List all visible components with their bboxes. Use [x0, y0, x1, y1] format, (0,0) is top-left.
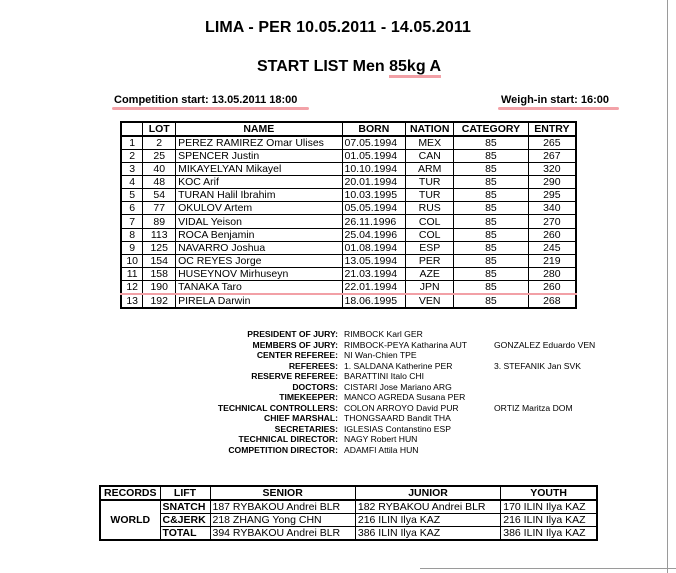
- official-role: TECHNICAL CONTROLLERS:: [217, 402, 338, 413]
- athlete-lot: 190: [143, 280, 176, 294]
- start-list-row: [121, 202, 576, 215]
- officials-list: [60, 329, 660, 455]
- athlete-nation: ARM: [406, 163, 454, 176]
- official-row: [60, 445, 660, 456]
- start-list-body: [121, 136, 576, 308]
- athlete-nation: COL: [406, 215, 454, 228]
- official-row: [60, 361, 660, 372]
- col-header-nation: NATION: [406, 122, 454, 136]
- athlete-lot: 40: [143, 163, 176, 176]
- athlete-nation: ESP: [406, 241, 454, 254]
- athlete-born: 25.04.1996: [342, 228, 406, 241]
- weigh-in-start: Weigh-in start: 16:00: [501, 94, 609, 106]
- athlete-category: 85: [454, 241, 529, 254]
- official-row: [60, 382, 660, 393]
- official-role: CHIEF MARSHAL:: [264, 413, 338, 423]
- athlete-nation: VEN: [406, 294, 454, 308]
- official-role: COMPETITION DIRECTOR:: [228, 444, 338, 455]
- athlete-nation: PER: [406, 254, 454, 267]
- col-header-lot: LOT: [143, 122, 176, 136]
- page-edge-right: [667, 0, 668, 573]
- athlete-nation: AZE: [406, 267, 454, 280]
- page-edge-bottom: [420, 568, 676, 569]
- col-header-born: BORN: [342, 122, 406, 136]
- records-table: [99, 485, 598, 541]
- athlete-category: 85: [454, 176, 529, 189]
- athlete-lot: 25: [143, 150, 176, 163]
- start-list-title-prefix: START LIST Men: [256, 58, 390, 75]
- start-list-row: [121, 215, 576, 228]
- start-list-title: [0, 58, 676, 76]
- record-junior: 182 RYBAKOU Andrei BLR: [355, 500, 500, 514]
- official-name-secondary: ORTIZ Maritza DOM: [494, 402, 573, 413]
- athlete-name: PEREZ RAMIREZ Omar Ulises: [176, 136, 342, 150]
- athlete-lot: 48: [143, 176, 176, 189]
- athlete-nation: MEX: [406, 136, 454, 150]
- start-list-row: [121, 241, 576, 254]
- official-name: RIMBOCK Karl GER: [344, 329, 423, 339]
- record-youth: 170 ILIN Ilya KAZ: [501, 500, 597, 514]
- athlete-born: 21.03.1994: [342, 267, 406, 280]
- record-group: WORLD: [100, 500, 160, 540]
- athlete-category: 85: [454, 150, 529, 163]
- athlete-number: 4: [121, 176, 143, 189]
- start-list-row: [121, 163, 576, 176]
- athlete-number: 11: [121, 267, 143, 280]
- athlete-born: 26.11.1996: [342, 215, 406, 228]
- athlete-number: 13: [121, 294, 143, 308]
- official-name: 1. SALDANA Katherine PER: [344, 360, 453, 371]
- athlete-born: 01.05.1994: [342, 150, 406, 163]
- athlete-category: 85: [454, 280, 529, 294]
- official-role: RESERVE REFEREE:: [251, 371, 338, 381]
- athlete-born: 22.01.1994: [342, 280, 406, 294]
- record-row: [100, 527, 597, 541]
- athlete-name: MIKAYELYAN Mikayel: [176, 163, 342, 176]
- official-name: NAGY Robert HUN: [344, 434, 418, 444]
- athlete-lot: 113: [143, 228, 176, 241]
- official-row: [60, 424, 660, 435]
- record-lift: SNATCH: [160, 500, 210, 514]
- athlete-lot: 2: [143, 136, 176, 150]
- athlete-entry: 280: [528, 267, 576, 280]
- athlete-name: VIDAL Yeison: [176, 215, 342, 228]
- athlete-nation: CAN: [406, 150, 454, 163]
- official-role: TECHNICAL DIRECTOR:: [238, 434, 338, 444]
- col-header-name: NAME: [176, 122, 342, 136]
- athlete-lot: 154: [143, 254, 176, 267]
- athlete-name: HUSEYNOV Mirhuseyn: [176, 267, 342, 280]
- athlete-category: 85: [454, 189, 529, 202]
- athlete-entry: 265: [528, 136, 576, 150]
- start-list-row: [121, 267, 576, 280]
- athlete-name: TURAN Halil Ibrahim: [176, 189, 342, 202]
- records-col-records: RECORDS: [100, 486, 160, 500]
- athlete-category: 85: [454, 267, 529, 280]
- official-name: THONGSAARD Bandit THA: [344, 413, 451, 423]
- records-header-row: [100, 486, 597, 500]
- official-name: CISTARI Jose Mariano ARG: [344, 381, 452, 392]
- athlete-number: 3: [121, 163, 143, 176]
- official-row: [60, 403, 660, 414]
- event-title: LIMA - PER 10.05.2011 - 14.05.2011: [204, 19, 472, 36]
- official-role: CENTER REFEREE:: [256, 350, 338, 360]
- athlete-lot: 192: [143, 294, 176, 308]
- weight-class: 85kg A: [389, 58, 441, 78]
- athlete-name: NAVARRO Joshua: [176, 241, 342, 254]
- start-list-row: [121, 136, 576, 150]
- competition-start-highlight: [112, 107, 309, 110]
- athlete-born: 07.05.1994: [342, 136, 406, 150]
- athlete-entry: 245: [528, 241, 576, 254]
- col-header-entry: ENTRY: [528, 122, 576, 136]
- official-name: COLON ARROYO David PUR: [344, 402, 459, 413]
- records-col-lift: LIFT: [160, 486, 210, 500]
- athlete-nation: RUS: [406, 202, 454, 215]
- start-list-row: [121, 150, 576, 163]
- athlete-entry: 219: [528, 254, 576, 267]
- official-row: [60, 434, 660, 445]
- start-list-row: [121, 280, 576, 294]
- athlete-lot: 125: [143, 241, 176, 254]
- athlete-entry: 270: [528, 215, 576, 228]
- official-row: [60, 413, 660, 424]
- competition-start: Competition start: 13.05.2011 18:00: [114, 94, 298, 106]
- start-list-table: [120, 121, 577, 309]
- record-youth: 216 ILIN Ilya KAZ: [501, 514, 597, 527]
- athlete-entry: 268: [528, 294, 576, 308]
- official-name: IGLESIAS Contanstino ESP: [344, 423, 452, 434]
- official-name: MANCO AGREDA Susana PER: [344, 392, 466, 402]
- athlete-name: ROCA Benjamin: [176, 228, 342, 241]
- official-row: [60, 350, 660, 361]
- athlete-entry: 320: [528, 163, 576, 176]
- records-col-youth: YOUTH: [501, 486, 597, 500]
- athlete-name: SPENCER Justin: [176, 150, 342, 163]
- athlete-nation: TUR: [406, 176, 454, 189]
- athlete-lot: 77: [143, 202, 176, 215]
- athlete-entry: 295: [528, 189, 576, 202]
- start-list-row: [121, 176, 576, 189]
- official-role: REFEREES:: [288, 360, 338, 371]
- athlete-nation: COL: [406, 228, 454, 241]
- athlete-number: 2: [121, 150, 143, 163]
- athlete-category: 85: [454, 202, 529, 215]
- start-list-row: [121, 189, 576, 202]
- athlete-number: 10: [121, 254, 143, 267]
- record-senior: 187 RYBAKOU Andrei BLR: [210, 500, 355, 514]
- record-senior: 394 RYBAKOU Andrei BLR: [210, 527, 355, 541]
- athlete-born: 20.01.1994: [342, 176, 406, 189]
- official-name: BARATTINI Italo CHI: [344, 371, 425, 381]
- start-list-row: [121, 228, 576, 241]
- athlete-entry: 267: [528, 150, 576, 163]
- official-row: [60, 340, 660, 351]
- athlete-category: 85: [454, 228, 529, 241]
- records-col-junior: JUNIOR: [355, 486, 500, 500]
- official-role: MEMBERS OF JURY:: [252, 339, 338, 350]
- weigh-in-highlight: [498, 107, 619, 110]
- athlete-born: 18.06.1995: [342, 294, 406, 308]
- official-name-secondary: GONZALEZ Eduardo VEN: [494, 339, 596, 350]
- athlete-born: 10.03.1995: [342, 189, 406, 202]
- start-list-row: [121, 294, 576, 308]
- athlete-name: PIRELA Darwin: [176, 294, 342, 308]
- official-name: ADAMFI Attila HUN: [344, 444, 419, 455]
- athlete-nation: JPN: [406, 280, 454, 294]
- start-list-row: [121, 254, 576, 267]
- record-junior: 386 ILIN Ilya KAZ: [355, 527, 500, 541]
- athlete-category: 85: [454, 136, 529, 150]
- athlete-lot: 89: [143, 215, 176, 228]
- start-list-header-row: [121, 122, 576, 136]
- official-name-secondary: 3. STEFANIK Jan SVK: [494, 360, 581, 371]
- athlete-born: 01.08.1994: [342, 241, 406, 254]
- athlete-number: 5: [121, 189, 143, 202]
- record-youth: 386 ILIN Ilya KAZ: [501, 527, 597, 541]
- official-name: NI Wan-Chien TPE: [344, 350, 417, 360]
- record-lift: TOTAL: [160, 527, 210, 541]
- record-lift: C&JERK: [160, 514, 210, 527]
- official-row: [60, 371, 660, 382]
- official-role: PRESIDENT OF JURY:: [247, 329, 338, 339]
- athlete-nation: TUR: [406, 189, 454, 202]
- athlete-name: TANAKA Taro: [176, 280, 342, 294]
- record-junior: 216 ILIN Ilya KAZ: [355, 514, 500, 527]
- athlete-name: OC REYES Jorge: [176, 254, 342, 267]
- official-role: SECRETARIES:: [274, 423, 338, 434]
- athlete-lot: 158: [143, 267, 176, 280]
- athlete-number: 8: [121, 228, 143, 241]
- official-row: [60, 392, 660, 403]
- athlete-born: 10.10.1994: [342, 163, 406, 176]
- athlete-born: 13.05.1994: [342, 254, 406, 267]
- athlete-category: 85: [454, 254, 529, 267]
- athlete-name: OKULOV Artem: [176, 202, 342, 215]
- records-col-senior: SENIOR: [210, 486, 355, 500]
- athlete-category: 85: [454, 163, 529, 176]
- official-name: RIMBOCK-PEYA Katharina AUT: [344, 339, 468, 350]
- record-row: [100, 514, 597, 527]
- official-role: TIMEKEEPER:: [279, 392, 338, 402]
- athlete-category: 85: [454, 215, 529, 228]
- col-header-number: [121, 122, 143, 136]
- athlete-entry: 260: [528, 280, 576, 294]
- athlete-number: 12: [121, 280, 143, 294]
- athlete-entry: 290: [528, 176, 576, 189]
- athlete-entry: 340: [528, 202, 576, 215]
- records-body: [100, 500, 597, 540]
- official-row: [60, 329, 660, 340]
- athlete-number: 6: [121, 202, 143, 215]
- athlete-lot: 54: [143, 189, 176, 202]
- record-row: [100, 500, 597, 514]
- athlete-number: 1: [121, 136, 143, 150]
- athlete-category: 85: [454, 294, 529, 308]
- athlete-number: 9: [121, 241, 143, 254]
- athlete-entry: 260: [528, 228, 576, 241]
- official-role: DOCTORS:: [292, 381, 338, 392]
- athlete-number: 7: [121, 215, 143, 228]
- athlete-name: KOC Arif: [176, 176, 342, 189]
- col-header-category: CATEGORY: [454, 122, 529, 136]
- record-senior: 218 ZHANG Yong CHN: [210, 514, 355, 527]
- athlete-born: 05.05.1994: [342, 202, 406, 215]
